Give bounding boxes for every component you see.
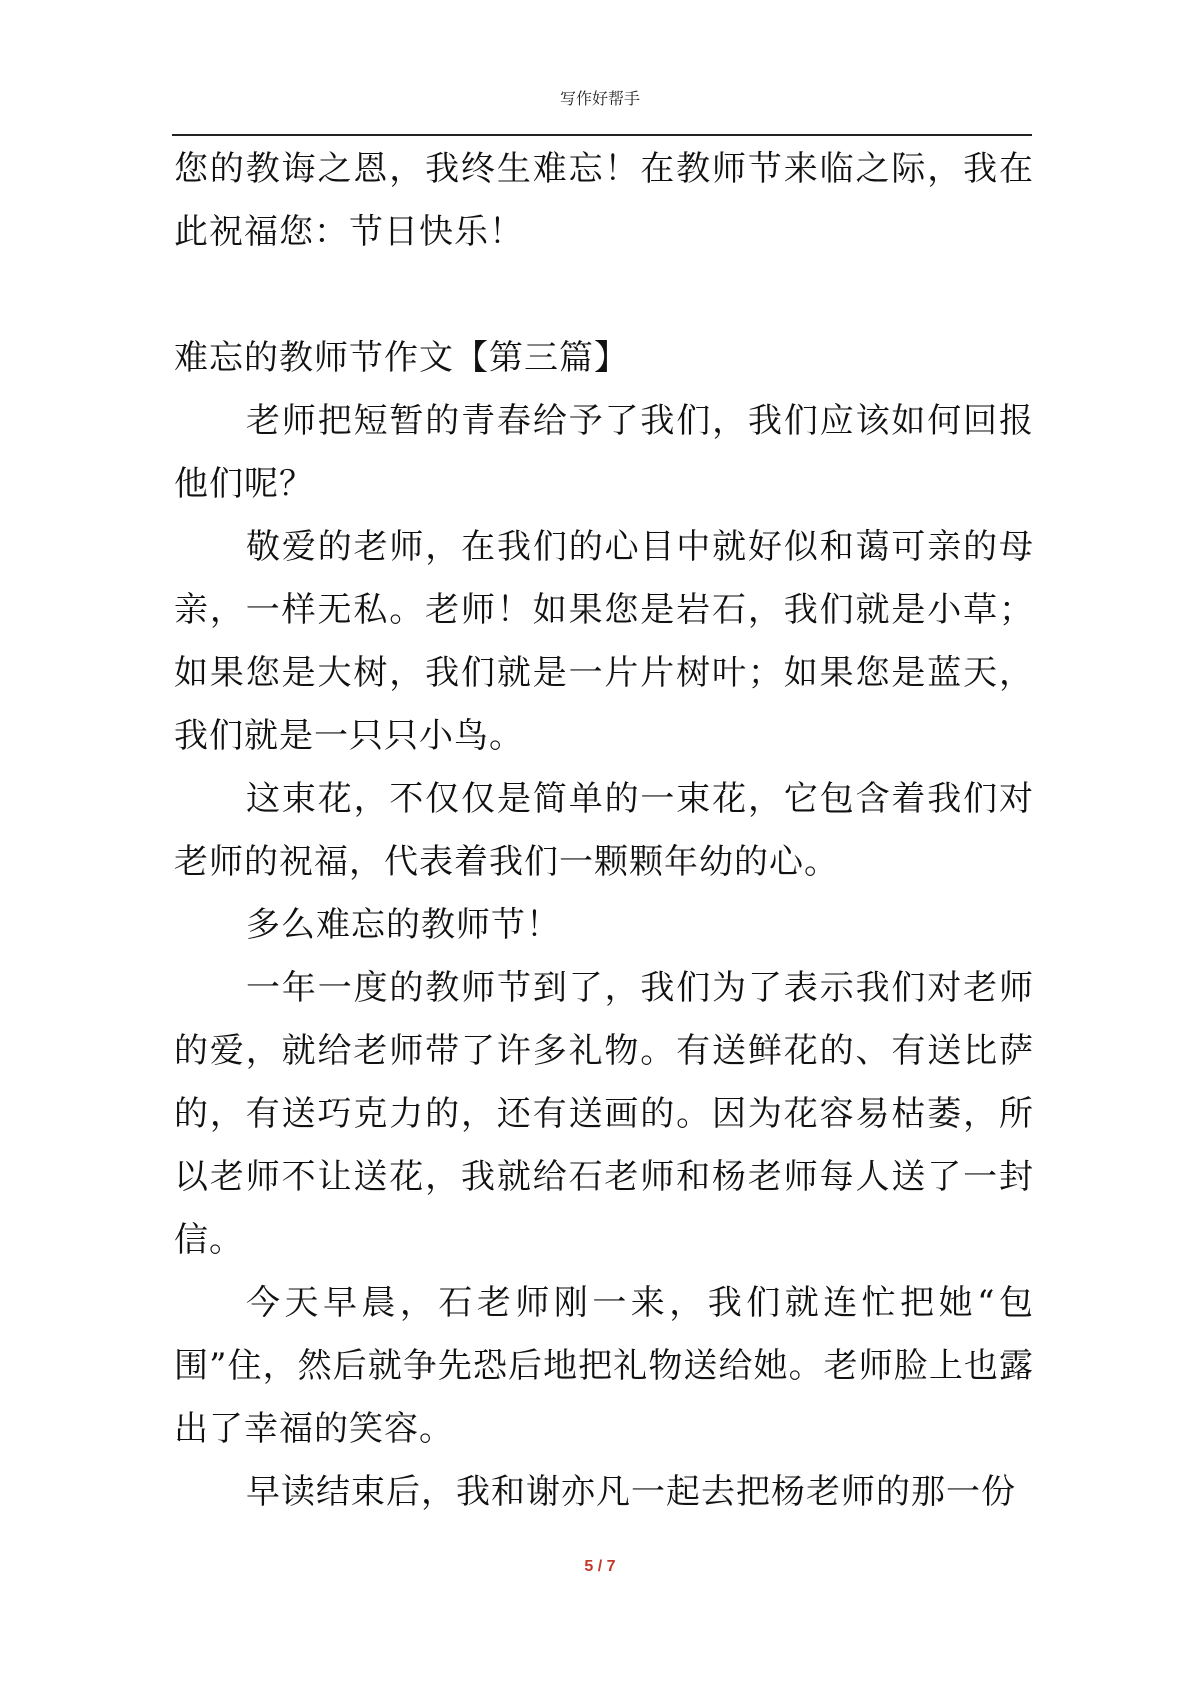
paragraph-spacer bbox=[174, 264, 1034, 327]
page-number: 5 / 7 bbox=[584, 1558, 616, 1575]
paragraph: 您的教诲之恩，我终生难忘！在教师节来临之际，我在此祝福您：节日快乐！ bbox=[174, 149, 1034, 252]
paragraph: 老师把短暂的青春给予了我们，我们应该如何回报他们呢？ bbox=[174, 401, 1034, 504]
page-header-title: 写作好帮手 bbox=[559, 89, 640, 108]
paragraph: 多么难忘的教师节！ bbox=[246, 905, 561, 945]
document-body bbox=[174, 138, 1034, 1524]
paragraph: 一年一度的教师节到了，我们为了表示我们对老师的爱，就给老师带了许多礼物。有送鲜花的、有送比萨的，有送巧克力的，还有送画的。因为花容易枯萎，所以老师不让送花，我就给石老师和杨老师每人送了一封信。 bbox=[174, 968, 1034, 1260]
paragraph: 敬爱的老师，在我们的心目中就好似和蔼可亲的母亲，一样无私。老师！如果您是岩石，我们就是小草；如果您是大树，我们就是一片片树叶；如果您是蓝天，我们就是一只只小鸟。 bbox=[174, 527, 1034, 756]
section-heading: 难忘的教师节作文【第三篇】 bbox=[174, 338, 629, 378]
header-divider bbox=[172, 134, 1032, 136]
paragraph: 早读结束后，我和谢亦凡一起去把杨老师的那一份 bbox=[246, 1472, 1016, 1512]
paragraph: 今天早晨，石老师刚一来，我们就连忙把她“包围”住，然后就争先恐后地把礼物送给她。老师脸上也露出了幸福的笑容。 bbox=[174, 1283, 1034, 1449]
paragraph: 这束花，不仅仅是简单的一束花，它包含着我们对老师的祝福，代表着我们一颗颗年幼的心。 bbox=[174, 779, 1034, 882]
